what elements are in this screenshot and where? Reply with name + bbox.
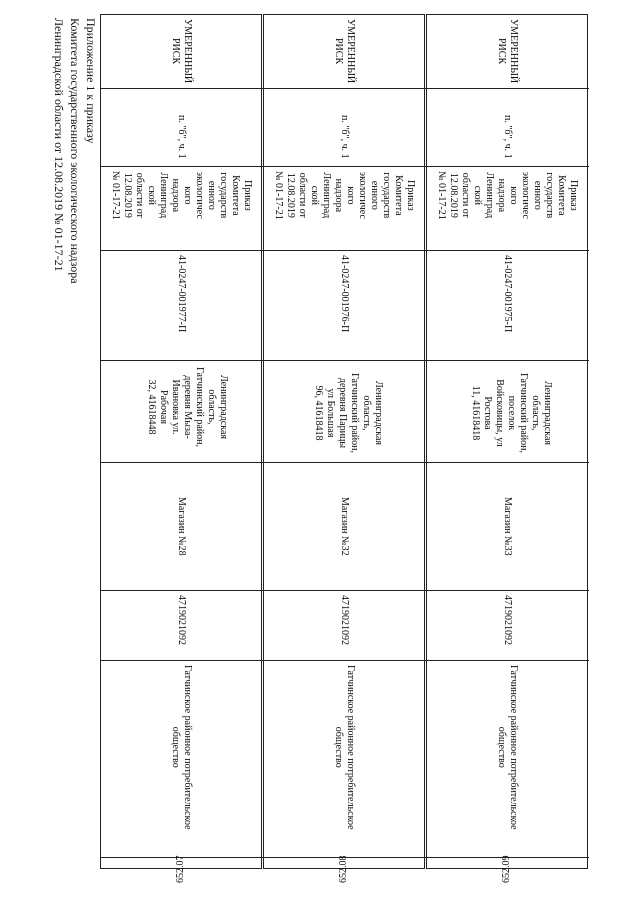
decree-cell: Приказ Комитета государств енного экологичес кого надзора Ленинград ской области от 12.08.2019 № 01-17-21 — [273, 171, 416, 220]
org-cell: Гатчинское районное потребительское общество — [333, 665, 356, 830]
decree-cell: Приказ Комитета государств енного экологичес кого надзора Ленинград ской области от 12.08.2019 № 01-17-21 — [436, 171, 579, 220]
org-cell: Гатчинское районное потребительское общество — [170, 665, 193, 830]
address-cell: Ленинградская область, Гатчинский район, поселок Войсковицы, ул Ростова 11, 41618418 — [470, 373, 553, 453]
org-cell: Гатчинское районное потребительское общество — [496, 665, 519, 830]
code-cell: 41-0247-001977-П — [176, 255, 187, 333]
object-cell: Магазин №32 — [339, 497, 350, 556]
inn-cell: 4719021092 — [502, 595, 513, 645]
inn-cell: 4719021092 — [339, 595, 350, 645]
code-cell: 41-0247-001976-П — [339, 255, 350, 333]
risk-level: УМЕРЕННЫЙ РИСК — [170, 19, 193, 84]
table-row — [100, 14, 262, 883]
object-cell: Магазин №33 — [502, 497, 513, 556]
decree-cell: Приказ Комитета государств енного экологичес кого надзора Ленинград ской области от 12.08.2019 № 01-17-21 — [110, 171, 253, 220]
risk-level: УМЕРЕННЫЙ РИСК — [333, 19, 356, 84]
header-line-3: Ленинградской области от 12.08.2019 № 01-17-21 — [52, 18, 66, 272]
table-row — [426, 14, 588, 883]
row-number: 652.08 — [338, 855, 349, 883]
header-line-1: Приложение 1 к приказу — [84, 18, 98, 144]
basis-cell: п. "б", ч. 1 — [339, 115, 350, 159]
row-number: 652.07 — [175, 855, 186, 883]
address-cell: Ленинградская область, Гатчинский район, деревня Мыза- Ивановка ул. Рабочая 32, 41618448 — [146, 367, 229, 447]
row-number: 652.09 — [501, 855, 512, 883]
registry-table — [100, 14, 590, 883]
inn-cell: 4719021092 — [176, 595, 187, 645]
address-cell: Ленинградская область, Гатчинский район, деревня Парицы ул Большая 96, 41618418 — [313, 373, 384, 453]
basis-cell: п. "б", ч. 1 — [502, 115, 513, 159]
header-line-2: Комитета государственного экологического надзора — [68, 18, 82, 284]
object-cell: Магазин №28 — [176, 497, 187, 556]
code-cell: 41-0247-001975-П — [502, 255, 513, 333]
document-header — [42, 16, 102, 284]
basis-cell: п. "б", ч. 1 — [176, 115, 187, 159]
table-row — [263, 14, 425, 883]
risk-level: УМЕРЕННЫЙ РИСК — [496, 19, 519, 84]
